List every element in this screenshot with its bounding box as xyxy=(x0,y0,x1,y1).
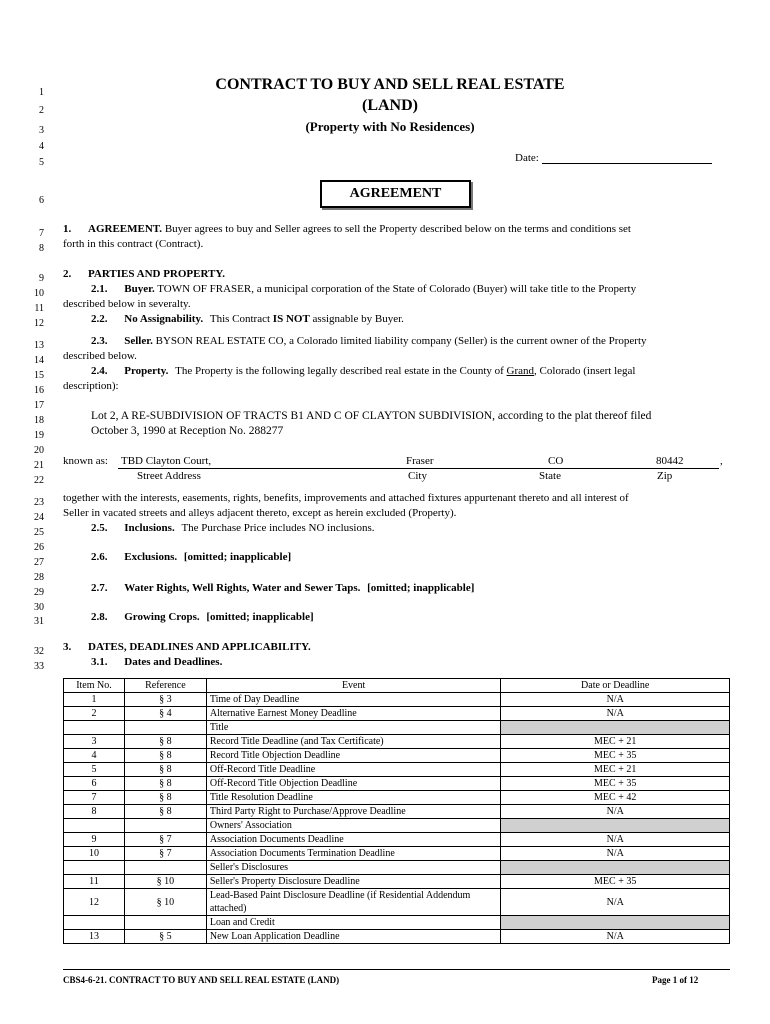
section-2-2-number: 2.2. xyxy=(91,313,108,325)
event-cell: Record Title Objection Deadline xyxy=(206,749,501,763)
event-cell: Time of Day Deadline xyxy=(206,693,501,707)
zip-value: 80442 xyxy=(656,455,684,467)
reference-cell xyxy=(124,916,206,930)
deadline-cell[interactable]: MEC + 35 xyxy=(501,875,730,889)
section-3-heading xyxy=(63,641,311,653)
section-2-title: PARTIES AND PROPERTY. xyxy=(88,268,226,280)
section-2-5-line xyxy=(91,522,375,534)
line-number: 23 xyxy=(34,497,44,508)
reference-cell: § 8 xyxy=(124,749,206,763)
deadline-cell[interactable]: MEC + 35 xyxy=(501,749,730,763)
deadlines-table xyxy=(63,678,730,944)
line-number: 10 xyxy=(34,288,44,299)
item-no-cell: 3 xyxy=(64,735,125,749)
deadline-cell[interactable]: N/A xyxy=(501,693,730,707)
table-section-row xyxy=(64,916,730,930)
table-row xyxy=(64,889,730,916)
line-number: 9 xyxy=(39,273,44,284)
section-2-6-heading: Exclusions. xyxy=(124,551,178,563)
table-row xyxy=(64,805,730,819)
section-2-number: 2. xyxy=(63,268,72,280)
county-field[interactable]: Grand xyxy=(506,365,535,377)
section-2-4-heading: Property. xyxy=(124,365,169,377)
together-text-a: together with the interests, easements, rights, benefits, improvements and attached fixtures appurtenant thereto and all interest of xyxy=(63,492,629,504)
deadline-cell[interactable]: N/A xyxy=(501,833,730,847)
reference-cell: § 8 xyxy=(124,735,206,749)
line-number: 27 xyxy=(34,557,44,568)
section-2-7-text: [omitted; inapplicable] xyxy=(367,582,475,594)
section-1-text-b: forth in this contract (Contract). xyxy=(63,238,204,250)
line-number: 24 xyxy=(34,512,44,523)
item-no-cell: 6 xyxy=(64,777,125,791)
line-number: 13 xyxy=(34,340,44,351)
section-2-5-heading: Inclusions. xyxy=(124,522,175,534)
reference-cell: § 4 xyxy=(124,707,206,721)
deadline-cell xyxy=(501,916,730,930)
section-2-1-text-a: TOWN OF FRASER, a municipal corporation of the State of Colorado (Buyer) will take title to the Property xyxy=(157,283,637,295)
line-number: 3 xyxy=(39,125,44,136)
reference-cell: § 7 xyxy=(124,833,206,847)
section-2-8-heading: Growing Crops. xyxy=(124,611,200,623)
together-text-b: Seller in vacated streets and alleys adjacent thereto, except as herein excluded (Property). xyxy=(63,507,457,519)
section-2-4-text-post: , Colorado (insert legal xyxy=(534,365,636,377)
line-number: 21 xyxy=(34,460,44,471)
reference-cell xyxy=(124,819,206,833)
reference-cell xyxy=(124,861,206,875)
reference-cell: § 10 xyxy=(124,889,206,916)
event-cell: New Loan Application Deadline xyxy=(206,930,501,944)
line-number: 29 xyxy=(34,587,44,598)
event-cell: Loan and Credit xyxy=(206,916,501,930)
item-no-cell: 5 xyxy=(64,763,125,777)
section-2-1-number: 2.1. xyxy=(91,283,108,295)
date-field[interactable] xyxy=(515,151,712,164)
header-item-no: Item No. xyxy=(64,679,125,693)
zip-caption: Zip xyxy=(657,470,673,482)
street-caption: Street Address xyxy=(137,470,201,482)
section-3-title: DATES, DEADLINES AND APPLICABILITY. xyxy=(88,641,311,653)
line-number: 20 xyxy=(34,445,44,456)
event-cell: Seller's Disclosures xyxy=(206,861,501,875)
header-event: Event xyxy=(206,679,501,693)
line-number: 26 xyxy=(34,542,44,553)
state-caption: State xyxy=(539,470,561,482)
table-section-row xyxy=(64,721,730,735)
section-2-6-number: 2.6. xyxy=(91,551,108,563)
reference-cell: § 8 xyxy=(124,763,206,777)
deadline-cell[interactable]: MEC + 42 xyxy=(501,791,730,805)
section-3-number: 3. xyxy=(63,641,72,653)
table-row xyxy=(64,749,730,763)
item-no-cell: 10 xyxy=(64,847,125,861)
table-row xyxy=(64,833,730,847)
line-number: 15 xyxy=(34,370,44,381)
section-3-1-heading xyxy=(91,656,222,668)
section-2-8-number: 2.8. xyxy=(91,611,108,623)
event-cell: Title xyxy=(206,721,501,735)
section-2-1-line-a xyxy=(91,283,636,295)
line-number: 11 xyxy=(34,303,44,314)
line-number: 22 xyxy=(34,475,44,486)
reference-cell: § 7 xyxy=(124,847,206,861)
reference-cell: § 8 xyxy=(124,791,206,805)
footer-form-id: CBS4-6-21. CONTRACT TO BUY AND SELL REAL ESTATE (LAND) xyxy=(63,975,340,985)
date-label: Date: xyxy=(515,152,539,164)
header-reference: Reference xyxy=(124,679,206,693)
section-2-6-line xyxy=(91,551,291,563)
table-header-row xyxy=(64,679,730,693)
item-no-cell xyxy=(64,819,125,833)
item-no-cell xyxy=(64,916,125,930)
date-input-line[interactable] xyxy=(542,151,712,164)
reference-cell: § 10 xyxy=(124,875,206,889)
city-caption: City xyxy=(408,470,427,482)
event-cell: Seller's Property Disclosure Deadline xyxy=(206,875,501,889)
section-2-6-text: [omitted; inapplicable] xyxy=(183,551,292,563)
item-no-cell: 8 xyxy=(64,805,125,819)
table-row xyxy=(64,693,730,707)
section-1-heading: AGREEMENT. xyxy=(88,223,163,235)
deadline-cell[interactable]: N/A xyxy=(501,847,730,861)
footer-rule xyxy=(63,969,730,970)
section-2-7-heading: Water Rights, Well Rights, Water and Sewer Taps. xyxy=(124,582,361,594)
section-2-8-text: [omitted; inapplicable] xyxy=(206,611,314,623)
city-field[interactable] xyxy=(403,455,533,469)
section-2-4-text-pre: The Property is the following legally described real estate in the County of xyxy=(175,365,504,377)
line-number: 28 xyxy=(34,572,44,583)
section-2-3-text-b: described below. xyxy=(63,350,137,362)
line-number: 8 xyxy=(39,243,44,254)
reference-cell: § 8 xyxy=(124,777,206,791)
line-number: 19 xyxy=(34,430,44,441)
line-number: 14 xyxy=(34,355,44,366)
line-number: 5 xyxy=(39,157,44,168)
section-2-2-text-bold: IS NOT xyxy=(272,313,310,325)
section-3-1-number: 3.1. xyxy=(91,656,108,668)
deadline-cell[interactable]: N/A xyxy=(501,707,730,721)
deadline-cell[interactable]: MEC + 21 xyxy=(501,735,730,749)
zip-field[interactable] xyxy=(633,455,719,469)
line-number: 25 xyxy=(34,527,44,538)
section-1-text-a: Buyer agrees to buy and Seller agrees to sell the Property described below on the terms and conditions set xyxy=(164,223,631,235)
legal-description-a[interactable]: Lot 2, A RE-SUBDIVISION OF TRACTS B1 AND C OF CLAYTON SUBDIVISION, according to the plat thereof filed xyxy=(91,410,652,422)
line-number: 18 xyxy=(34,415,44,426)
section-2-3-number: 2.3. xyxy=(91,335,108,347)
event-cell: Title Resolution Deadline xyxy=(206,791,501,805)
table-row xyxy=(64,777,730,791)
item-no-cell: 4 xyxy=(64,749,125,763)
section-2-4-line-a xyxy=(91,365,635,377)
item-no-cell xyxy=(64,721,125,735)
section-2-5-number: 2.5. xyxy=(91,522,108,534)
line-number: 7 xyxy=(39,228,44,239)
item-no-cell: 1 xyxy=(64,693,125,707)
section-2-4-number: 2.4. xyxy=(91,365,108,377)
section-2-3-line-a xyxy=(91,335,647,347)
header-date-or-deadline: Date or Deadline xyxy=(501,679,730,693)
section-3-1-title: Dates and Deadlines. xyxy=(124,656,223,668)
event-cell: Off-Record Title Objection Deadline xyxy=(206,777,501,791)
deadline-cell[interactable]: MEC + 35 xyxy=(501,777,730,791)
address-comma: , xyxy=(720,455,723,467)
state-field[interactable] xyxy=(533,455,633,469)
deadline-cell[interactable]: N/A xyxy=(501,930,730,944)
line-number: 12 xyxy=(34,318,44,329)
section-2-7-line xyxy=(91,582,474,594)
item-no-cell: 2 xyxy=(64,707,125,721)
line-number: 1 xyxy=(39,87,44,98)
document-title-land: (LAND) xyxy=(362,97,418,114)
deadline-cell xyxy=(501,819,730,833)
section-2-5-text: The Purchase Price includes NO inclusions. xyxy=(181,522,375,534)
table-row xyxy=(64,930,730,944)
line-number: 4 xyxy=(39,141,44,152)
reference-cell: § 8 xyxy=(124,805,206,819)
street-field[interactable] xyxy=(118,455,403,469)
item-no-cell: 12 xyxy=(64,889,125,916)
city-value: Fraser xyxy=(406,455,434,467)
reference-cell: § 3 xyxy=(124,693,206,707)
section-2-2-heading: No Assignability. xyxy=(124,313,204,325)
state-value: CO xyxy=(548,455,564,467)
deadline-cell xyxy=(501,861,730,875)
table-row xyxy=(64,735,730,749)
reference-cell xyxy=(124,721,206,735)
deadline-cell[interactable]: N/A xyxy=(501,889,730,916)
line-number: 6 xyxy=(39,195,44,206)
event-cell: Owners' Association xyxy=(206,819,501,833)
known-as-label: known as: xyxy=(63,455,108,467)
event-cell: Record Title Deadline (and Tax Certificate) xyxy=(206,735,501,749)
event-cell: Alternative Earnest Money Deadline xyxy=(206,707,501,721)
section-2-2-line xyxy=(91,313,404,325)
deadline-cell[interactable]: MEC + 21 xyxy=(501,763,730,777)
section-2-7-number: 2.7. xyxy=(91,582,108,594)
table-section-row xyxy=(64,819,730,833)
item-no-cell xyxy=(64,861,125,875)
section-2-1-text-b: described below in severalty. xyxy=(63,298,191,310)
line-number: 2 xyxy=(39,105,44,116)
item-no-cell: 7 xyxy=(64,791,125,805)
item-no-cell: 13 xyxy=(64,930,125,944)
table-row xyxy=(64,763,730,777)
section-2-2-text-post: assignable by Buyer. xyxy=(312,313,404,325)
street-value: TBD Clayton Court, xyxy=(121,455,212,467)
line-number: 33 xyxy=(34,661,44,672)
section-2-3-heading: Seller. xyxy=(124,335,153,347)
section-2-1-heading: Buyer. xyxy=(124,283,155,295)
reference-cell: § 5 xyxy=(124,930,206,944)
line-number: 32 xyxy=(34,646,44,657)
deadline-cell[interactable]: N/A xyxy=(501,805,730,819)
event-cell: Lead-Based Paint Disclosure Deadline (if Residential Addendum attached) xyxy=(206,889,501,916)
section-2-3-text-a: BYSON REAL ESTATE CO, a Colorado limited liability company (Seller) is the current owner of the Property xyxy=(155,335,647,347)
document-title: CONTRACT TO BUY AND SELL REAL ESTATE xyxy=(215,76,565,93)
agreement-heading-box: AGREEMENT xyxy=(320,180,471,208)
section-2-heading xyxy=(63,268,225,280)
deadline-cell xyxy=(501,721,730,735)
line-number: 16 xyxy=(34,385,44,396)
section-2-4-text-b: description): xyxy=(63,380,119,392)
table-row xyxy=(64,791,730,805)
line-number: 31 xyxy=(34,616,44,627)
event-cell: Off-Record Title Deadline xyxy=(206,763,501,777)
event-cell: Association Documents Deadline xyxy=(206,833,501,847)
section-1-number: 1. xyxy=(63,223,72,235)
line-number: 30 xyxy=(34,602,44,613)
line-number: 17 xyxy=(34,400,44,411)
table-section-row xyxy=(64,861,730,875)
table-row xyxy=(64,847,730,861)
item-no-cell: 9 xyxy=(64,833,125,847)
table-row xyxy=(64,707,730,721)
item-no-cell: 11 xyxy=(64,875,125,889)
section-1-line-a xyxy=(63,223,631,235)
section-2-2-text-pre: This Contract xyxy=(209,313,271,325)
legal-description-b[interactable]: October 3, 1990 at Reception No. 288277 xyxy=(91,425,284,437)
footer-page-number: Page 1 of 12 xyxy=(652,975,699,985)
event-cell: Association Documents Termination Deadline xyxy=(206,847,501,861)
document-subtitle: (Property with No Residences) xyxy=(305,119,475,134)
table-row xyxy=(64,875,730,889)
section-2-8-line xyxy=(91,611,314,623)
event-cell: Third Party Right to Purchase/Approve Deadline xyxy=(206,805,501,819)
